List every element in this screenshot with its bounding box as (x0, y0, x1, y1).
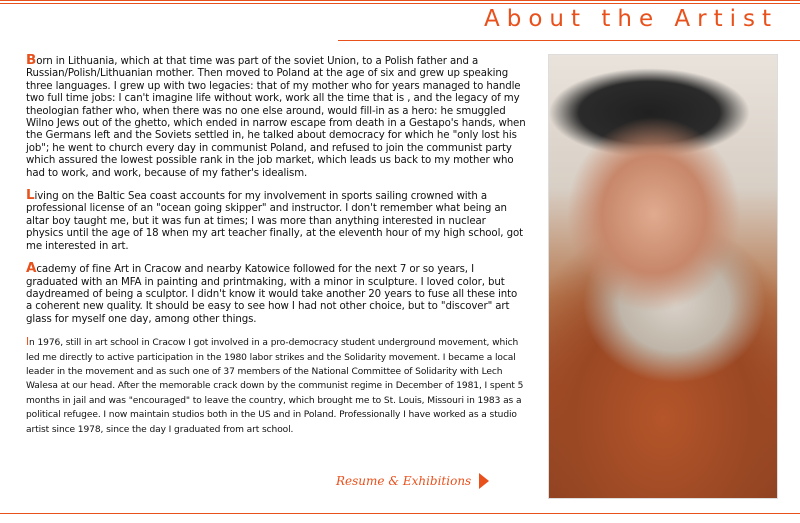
dropcap: I (26, 336, 29, 349)
paragraph-text: n 1976, still in art school in Cracow I got involved in a pro-democracy student underground movement, which led me directly to active participation in the 1980 labor strikes and the Solidarity movement. I became a local leader in the movement and as such one of 37 members of the National Committee of Solidarity with Lech Walesa at our head. After the memorable crack down by the communist regime in December of 1981, I spent 5 months in jail and was "encouraged" to leave the country, which brought me to St. Louis, Missouri in 1983 as a political refugee. I now maintain studios both in the US and in Poland. Professionally I have worked as a studio artist since 1978, since the day I graduated from art school. (26, 338, 524, 435)
dropcap: L (26, 187, 35, 204)
bio-paragraph-academy (26, 262, 526, 326)
bio-paragraph-baltic (26, 189, 526, 253)
paragraph-text: orn in Lithuania, which at that time was part of the soviet Union, to a Polish father and a Russian/Polish/Lithuanian mother. Then moved to Poland at the age of six and grew up speaking three languages. I grew up with two legacies: that of my mother who for years managed to handle two full time jobs: I can't imagine life without work, work all the time that is , and the legacy of my theologian father who, when there was no one else around, would fill-in as a hero: he smuggled Wilno Jews out of the ghetto, which ended in narrow escape from death in a Gestapo's hands, when the Germans left and the Soviets settled in, he talked about democracy for which he "only lost his job"; he went to church every day in communist Poland, and refused to join the communist party which assured the lowest possible rank in the job market, which leads us back to my mother who had to work, and work, because of my father's idealism. (26, 56, 526, 179)
resume-exhibitions-link[interactable] (336, 473, 489, 489)
resume-link-label: Resume & Exhibitions (336, 474, 472, 488)
title-rule (338, 40, 800, 41)
page-title: About the Artist (484, 6, 778, 32)
dropcap: B (26, 52, 37, 68)
bio-content (26, 54, 526, 446)
paragraph-text: cademy of fine Art in Cracow and nearby Katowice followed for the next 7 or so years, I graduated with an MFA in painting and printmaking, with a minor in sculpture. I loved color, but daydreamed of being a sculptor. I didn't know it would take another 20 years to fuse all these into a coherent new quality. It should be easy to see how I had not other choice, but to "discover" art glass for myself one day, among other things. (26, 264, 518, 325)
bottom-rule (0, 513, 800, 514)
dropcap: A (26, 260, 37, 277)
artist-portrait (548, 54, 778, 499)
bio-paragraph-birth (26, 54, 526, 180)
bio-paragraph-solidarity (26, 335, 526, 437)
top-rule (0, 0, 800, 4)
arrow-right-icon (479, 473, 489, 489)
paragraph-text: iving on the Baltic Sea coast accounts for my involvement in sports sailing crowned with a professional license of an "ocean going skipper" and instructor. I don't remember what being an altar boy taught me, but it was fun at times; I was more than anything interested in nuclear physics until the age of 18 when my art teacher finally, at the eleventh hour of my high school, got me interested in art. (26, 191, 523, 252)
